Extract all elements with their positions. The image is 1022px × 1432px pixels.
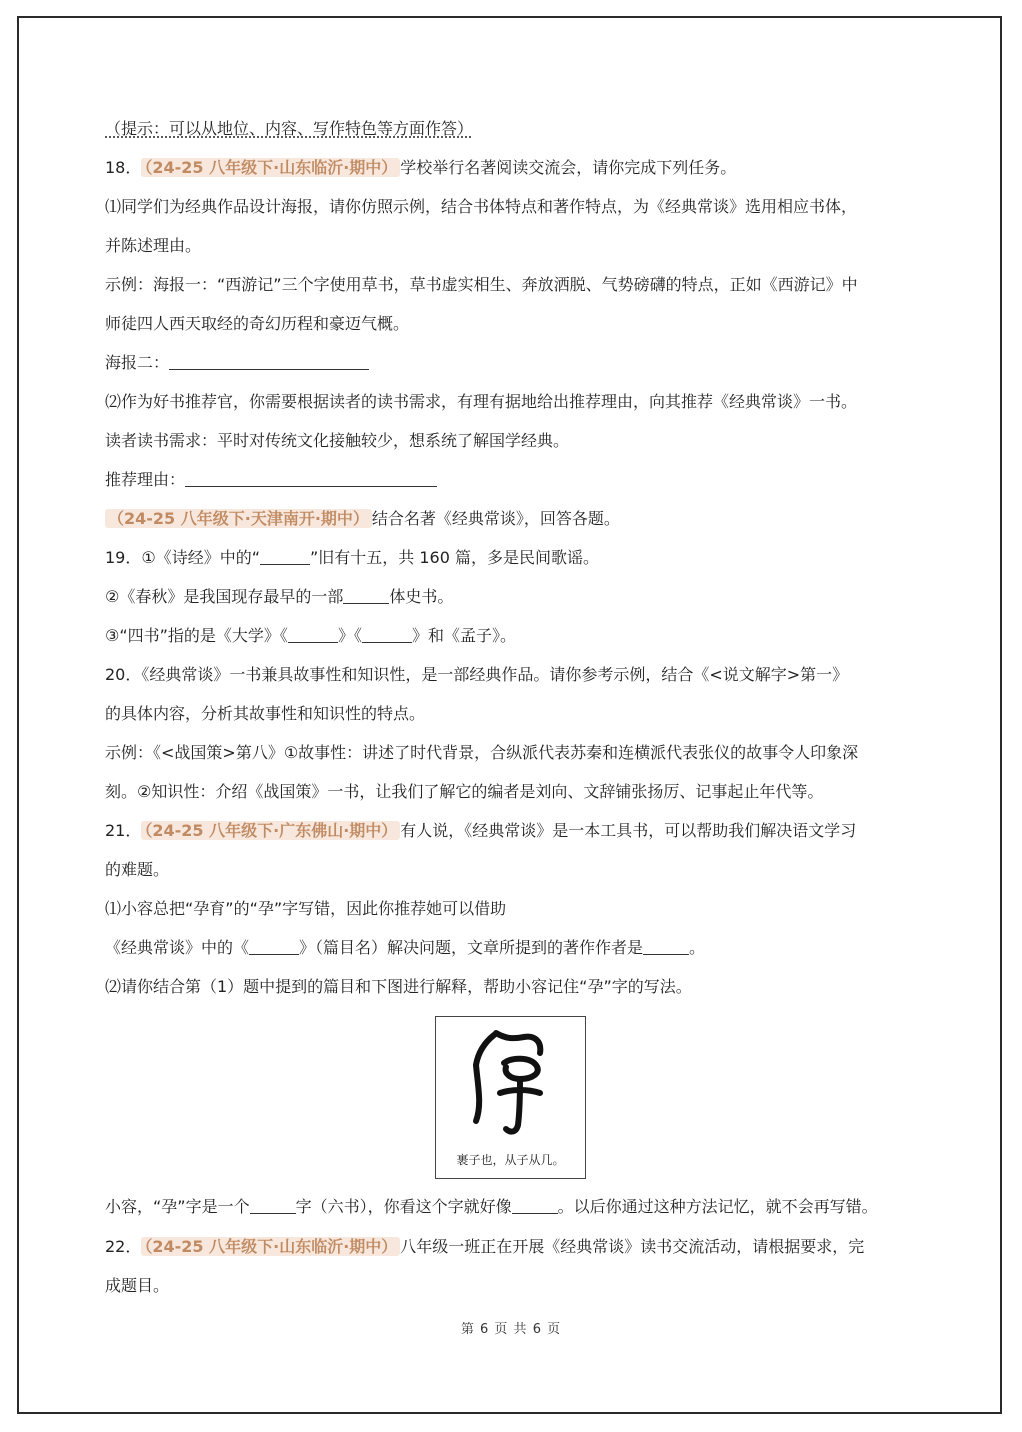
q21-stem: 21． （24-25 八年级下·广东佛山·期中） 有人说，《经典常谈》是一本工具书，可以帮助我们解决语文学习 [105,821,857,840]
answer-blank[interactable] [250,1197,296,1214]
source-tag: （24-25 八年级下·广东佛山·期中） [141,821,400,840]
answer-blank[interactable] [362,626,412,643]
q22-stem: 22． （24-25 八年级下·山东临沂·期中） 八年级一班正在开展《经典常谈》读书交流活动，请根据要求，完 [105,1237,865,1256]
seal-script-figure [435,1016,586,1179]
group-heading: （24-25 八年级下·天津南开·期中） 结合名著《经典常谈》，回答各题。 [105,507,620,531]
q18-example-cont: 师徒四人西天取经的奇幻历程和豪迈气概。 [105,314,410,333]
q20-line3: 示例：《<战国策>第八》①故事性：讲述了时代背景，合纵派代表苏秦和连横派代表张仪的故事令人印象深 [105,743,859,762]
page-footer: 第 6 页 共 6 页 [460,1322,562,1337]
q21-answer: 小容，“孕”字是一个 字（六书），你看这个字就好像 。以后你通过这种方法记忆，就不会再写错。 [105,1197,878,1216]
answer-blank[interactable] [249,938,299,955]
q21-part1-cont: 《经典常谈》中的《 》（篇目名）解决问题，文章所提到的著作作者是 。 [105,938,706,957]
answer-blank[interactable] [185,470,437,487]
q19-line2: ②《春秋》是我国现存最早的一部 体史书。 [105,587,454,606]
hint-line: （提示：可以从地位、内容、写作特色等方面作答） [105,119,474,138]
q19-line3: ③“四书”指的是《大学》《 》《 》和《孟子》。 [105,626,516,645]
q18-part2: ⑵作为好书推荐官，你需要根据读者的读书需求，有理有据地给出推荐理由，向其推荐《经典常谈》一书。 [105,392,858,411]
q20-line1: 20．《经典常谈》一书兼具故事性和知识性，是一部经典作品。请你参考示例，结合《<说文解字>第一》 [105,665,849,684]
answer-blank[interactable] [288,626,338,643]
q18-stem: 18． （24-25 八年级下·山东临沂·期中） 学校举行名著阅读交流会，请你完成下列任务。 [105,158,737,177]
answer-blank[interactable] [169,353,369,370]
q19-line1: 19．①《诗经》中的“ ”旧有十五，共 160 篇，多是民间歌谣。 [105,548,600,567]
answer-blank[interactable] [643,938,689,955]
q21-stem-cont: 的难题。 [105,860,170,879]
q18-poster2: 海报二： [105,351,369,375]
q18-reader-need: 读者读书需求：平时对传统文化接触较少，想系统了解国学经典。 [105,431,570,450]
q20-line4: 刻。②知识性：介绍《战国策》一书，让我们了解它的编者是刘向、文辞铺张扬厉、记事起止年代等。 [105,782,824,801]
q18-example: 示例：海报一：“西游记”三个字使用草书，草书虚实相生、奔放洒脱、气势磅礴的特点，正如《西游记》中 [105,275,858,294]
q18-part1: ⑴同学们为经典作品设计海报，请你仿照示例，结合书体特点和著作特点，为《经典常谈》选用相应书体， [105,197,858,216]
figure-caption: 裹子也，从子从几。 [456,1153,565,1167]
q20-line2: 的具体内容，分析其故事性和知识性的特点。 [105,704,426,723]
q21-part1: ⑴小容总把“孕育”的“孕”字写错，因此你推荐她可以借助 [105,899,507,918]
answer-blank[interactable] [343,587,389,604]
source-tag: （24-25 八年级下·山东临沂·期中） [141,158,400,177]
answer-blank[interactable] [512,1197,558,1214]
q21-part2: ⑵请你结合第（1）题中提到的篇目和下图进行解释，帮助小容记住“孕”字的写法。 [105,977,692,996]
seal-script-yun-icon [436,1017,585,1137]
q18-part1-cont: 并陈述理由。 [105,236,202,255]
source-tag: （24-25 八年级下·天津南开·期中） [105,509,372,528]
answer-blank[interactable] [260,548,310,565]
source-tag: （24-25 八年级下·山东临沂·期中） [141,1237,400,1256]
q18-reason: 推荐理由： [105,468,437,492]
q22-stem-cont: 成题目。 [105,1276,170,1295]
